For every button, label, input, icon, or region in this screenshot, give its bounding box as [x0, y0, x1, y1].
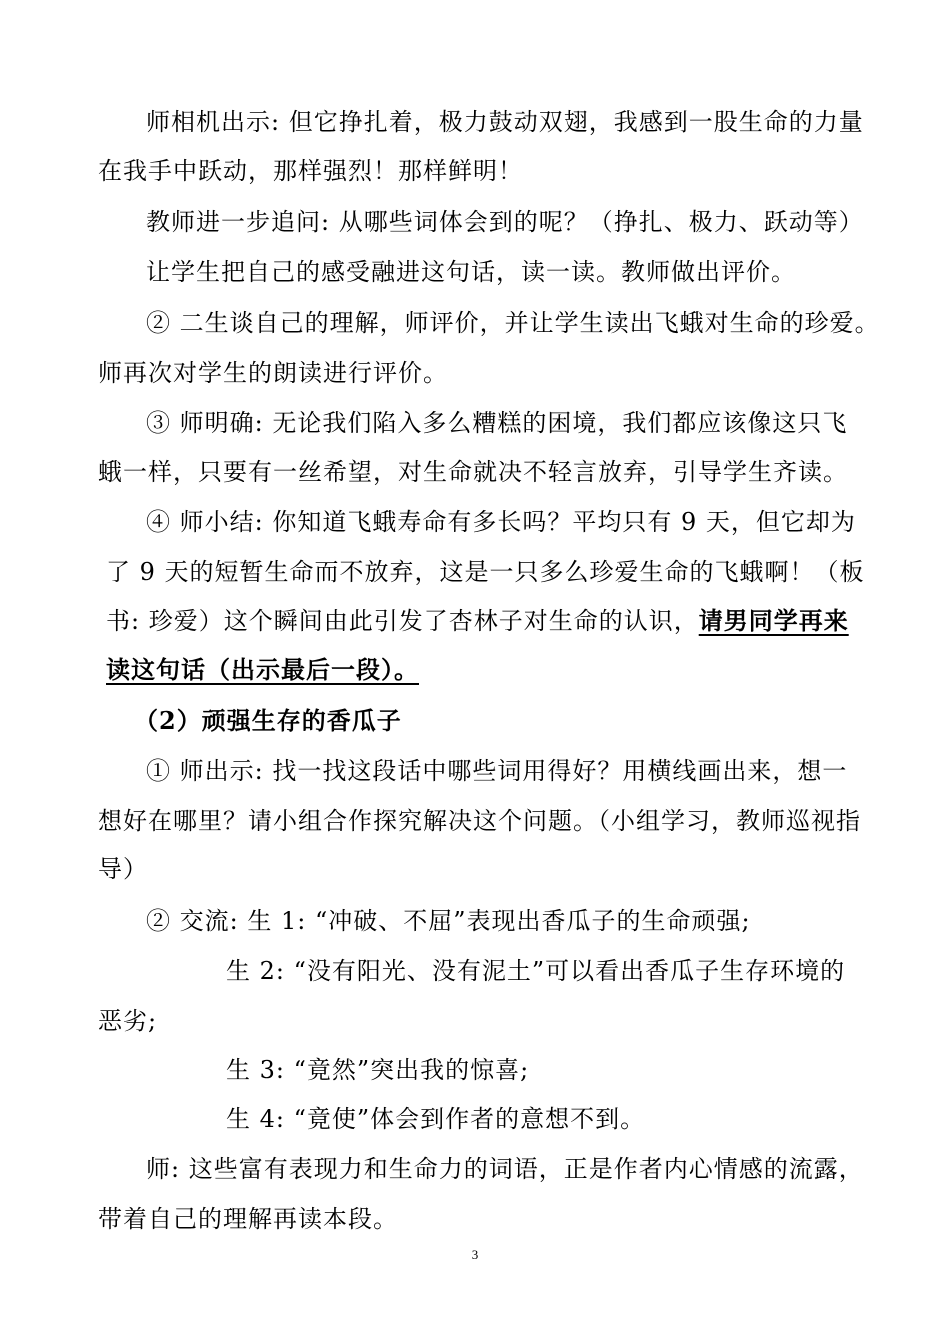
paragraph-line-15: ② 交流: 生 1: “冲破、不屈”表现出香瓜子的生命顽强; — [146, 907, 751, 935]
paragraph-line-11 — [106, 605, 849, 637]
paragraph-line-6: 师再次对学生的朗读进行评价。 — [98, 359, 448, 387]
paragraph-line-7: ③ 师明确: 无论我们陷入多么糟糕的困境，我们都应该像这只飞 — [146, 409, 848, 437]
section-heading: （2）顽强生存的香瓜子 — [134, 706, 402, 735]
paragraph-line-9: ④ 师小结: 你知道飞蛾寿命有多长吗？平均只有 9 天，但它却为 — [146, 508, 856, 536]
paragraph-line-20: 师: 这些富有表现力和生命力的词语，正是作者内心情感的流露， — [146, 1155, 864, 1183]
paragraph-line-8: 蛾一样，只要有一丝希望，对生命就决不轻言放弃，引导学生齐读。 — [98, 458, 848, 486]
paragraph-line-5: ② 二生谈自己的理解，师评价，并让学生读出飞蛾对生命的珍爱。 — [146, 309, 880, 337]
paragraph-line-19: 生 4: “竟使”体会到作者的意想不到。 — [226, 1105, 646, 1133]
paragraph-line-10: 了 9 天的短暂生命而不放弃，这是一只多么珍爱生命的飞蛾啊！（板 — [106, 558, 865, 586]
paragraph-line-18: 生 3: “竟然”突出我的惊喜; — [226, 1056, 530, 1084]
emphasis-text-1: 请男同学再来 — [698, 606, 849, 635]
paragraph-line-4: 让学生把自己的感受融进这句话，读一读。教师做出评价。 — [146, 258, 796, 286]
paragraph-line-2: 在我手中跃动，那样强烈！那样鲜明！ — [98, 157, 523, 185]
paragraph-line-3: 教师进一步追问: 从哪些词体会到的呢？（挣扎、极力、跃动等） — [146, 208, 864, 236]
paragraph-line-12: ① 师出示: 找一找这段话中哪些词用得好？用横线画出来，想一 — [146, 757, 848, 785]
paragraph-line-1: 师相机出示: 但它挣扎着，极力鼓动双翅，我感到一股生命的力量 — [146, 108, 864, 136]
line-11-plain-text: 书: 珍爱）这个瞬间由此引发了杏林子对生命的认识， — [106, 607, 699, 635]
paragraph-line-14: 导） — [98, 855, 148, 883]
paragraph-line-16: 生 2: “没有阳光、没有泥土”可以看出香瓜子生存环境的 — [226, 957, 846, 985]
paragraph-line-17: 恶劣; — [98, 1007, 158, 1035]
page-number: 3 — [471, 1247, 479, 1262]
paragraph-line-21: 带着自己的理解再读本段。 — [98, 1205, 398, 1233]
emphasis-text-2: 读这句话（出示最后一段）。 — [106, 655, 419, 684]
paragraph-line-13: 想好在哪里？请小组合作探究解决这个问题。（小组学习，教师巡视指 — [98, 807, 861, 835]
